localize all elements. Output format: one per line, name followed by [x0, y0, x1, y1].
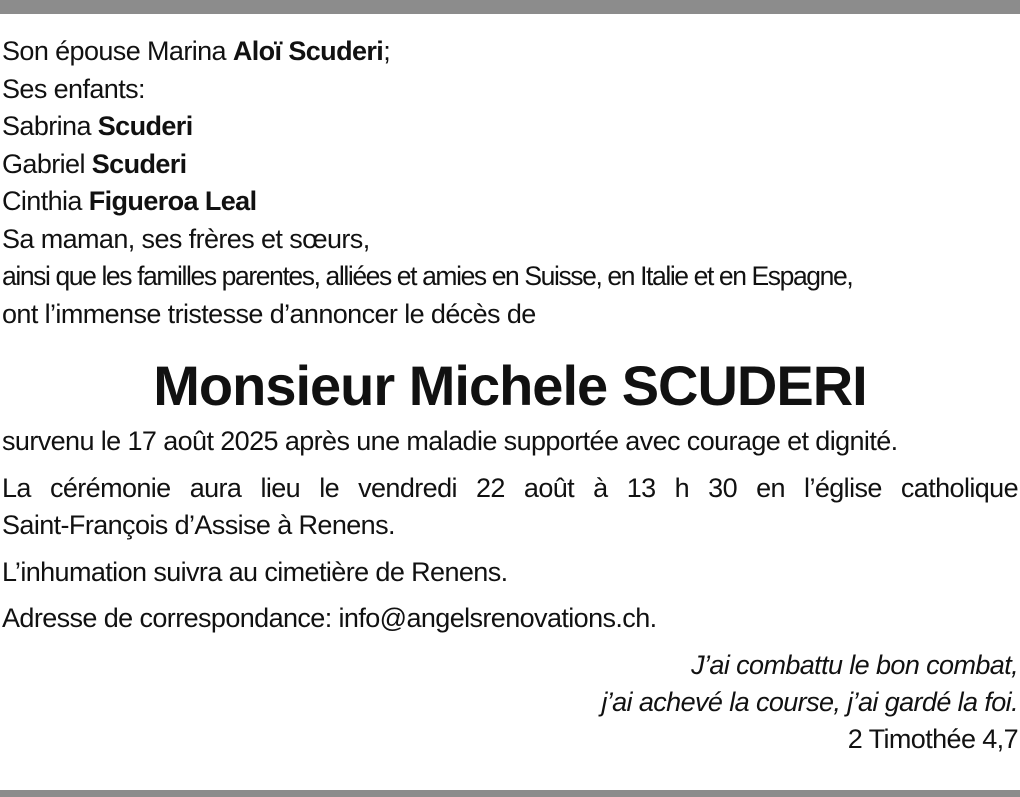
child-line: [2, 183, 1018, 221]
child-last-name: Scuderi: [91, 148, 187, 179]
obituary-notice: [2, 33, 1018, 758]
ceremony-line-1: La cérémonie aura lieu le vendredi 22 août à 13 h 30 en l’église catholique: [2, 472, 1018, 503]
ceremony-paragraph: [2, 470, 1018, 545]
child-first-name: Cinthia: [2, 186, 89, 216]
child-first-name: Gabriel: [2, 148, 92, 179]
announce-line: ont l’immense tristesse d’annoncer le décès de: [2, 298, 536, 329]
families-line: ainsi que les familles parentes, alliées et amies en Suisse, en Italie et en Espagne,: [2, 261, 853, 291]
spouse-line: [2, 33, 1018, 71]
deceased-name: Monsieur Michele SCUDERI: [153, 354, 867, 417]
quote-line-1: J’ai combattu le bon combat,: [691, 649, 1018, 680]
burial-line: L’inhumation suivra au cimetière de Renens.: [2, 556, 508, 587]
mother-siblings-line: Sa maman, ses frères et sœurs,: [2, 223, 370, 254]
quote-reference: 2 Timothée 4,7: [847, 723, 1018, 754]
spouse-suffix: ;: [383, 36, 391, 66]
bottom-rule: [0, 790, 1020, 797]
bible-quote: [2, 647, 1018, 758]
child-first-name: Sabrina: [2, 111, 98, 141]
address-line: Adresse de correspondance: info@angelsrenovations.ch.: [2, 603, 657, 633]
children-intro: Ses enfants:: [2, 73, 145, 104]
child-last-name: Figueroa Leal: [88, 186, 257, 216]
child-last-name: Scuderi: [97, 111, 193, 141]
top-rule: [0, 0, 1020, 14]
death-line: survenu le 17 août 2025 après une maladie supportée avec courage et dignité.: [2, 426, 898, 456]
child-line: [2, 108, 1018, 146]
spouse-prefix: Son épouse Marina: [2, 36, 233, 66]
ceremony-line-2: Saint-François d’Assise à Renens.: [2, 510, 395, 540]
spouse-name: Aloï Scuderi: [232, 36, 384, 66]
quote-line-2: j’ai achevé la course, j’ai gardé la foi.: [601, 686, 1018, 717]
child-line: [2, 146, 1018, 184]
